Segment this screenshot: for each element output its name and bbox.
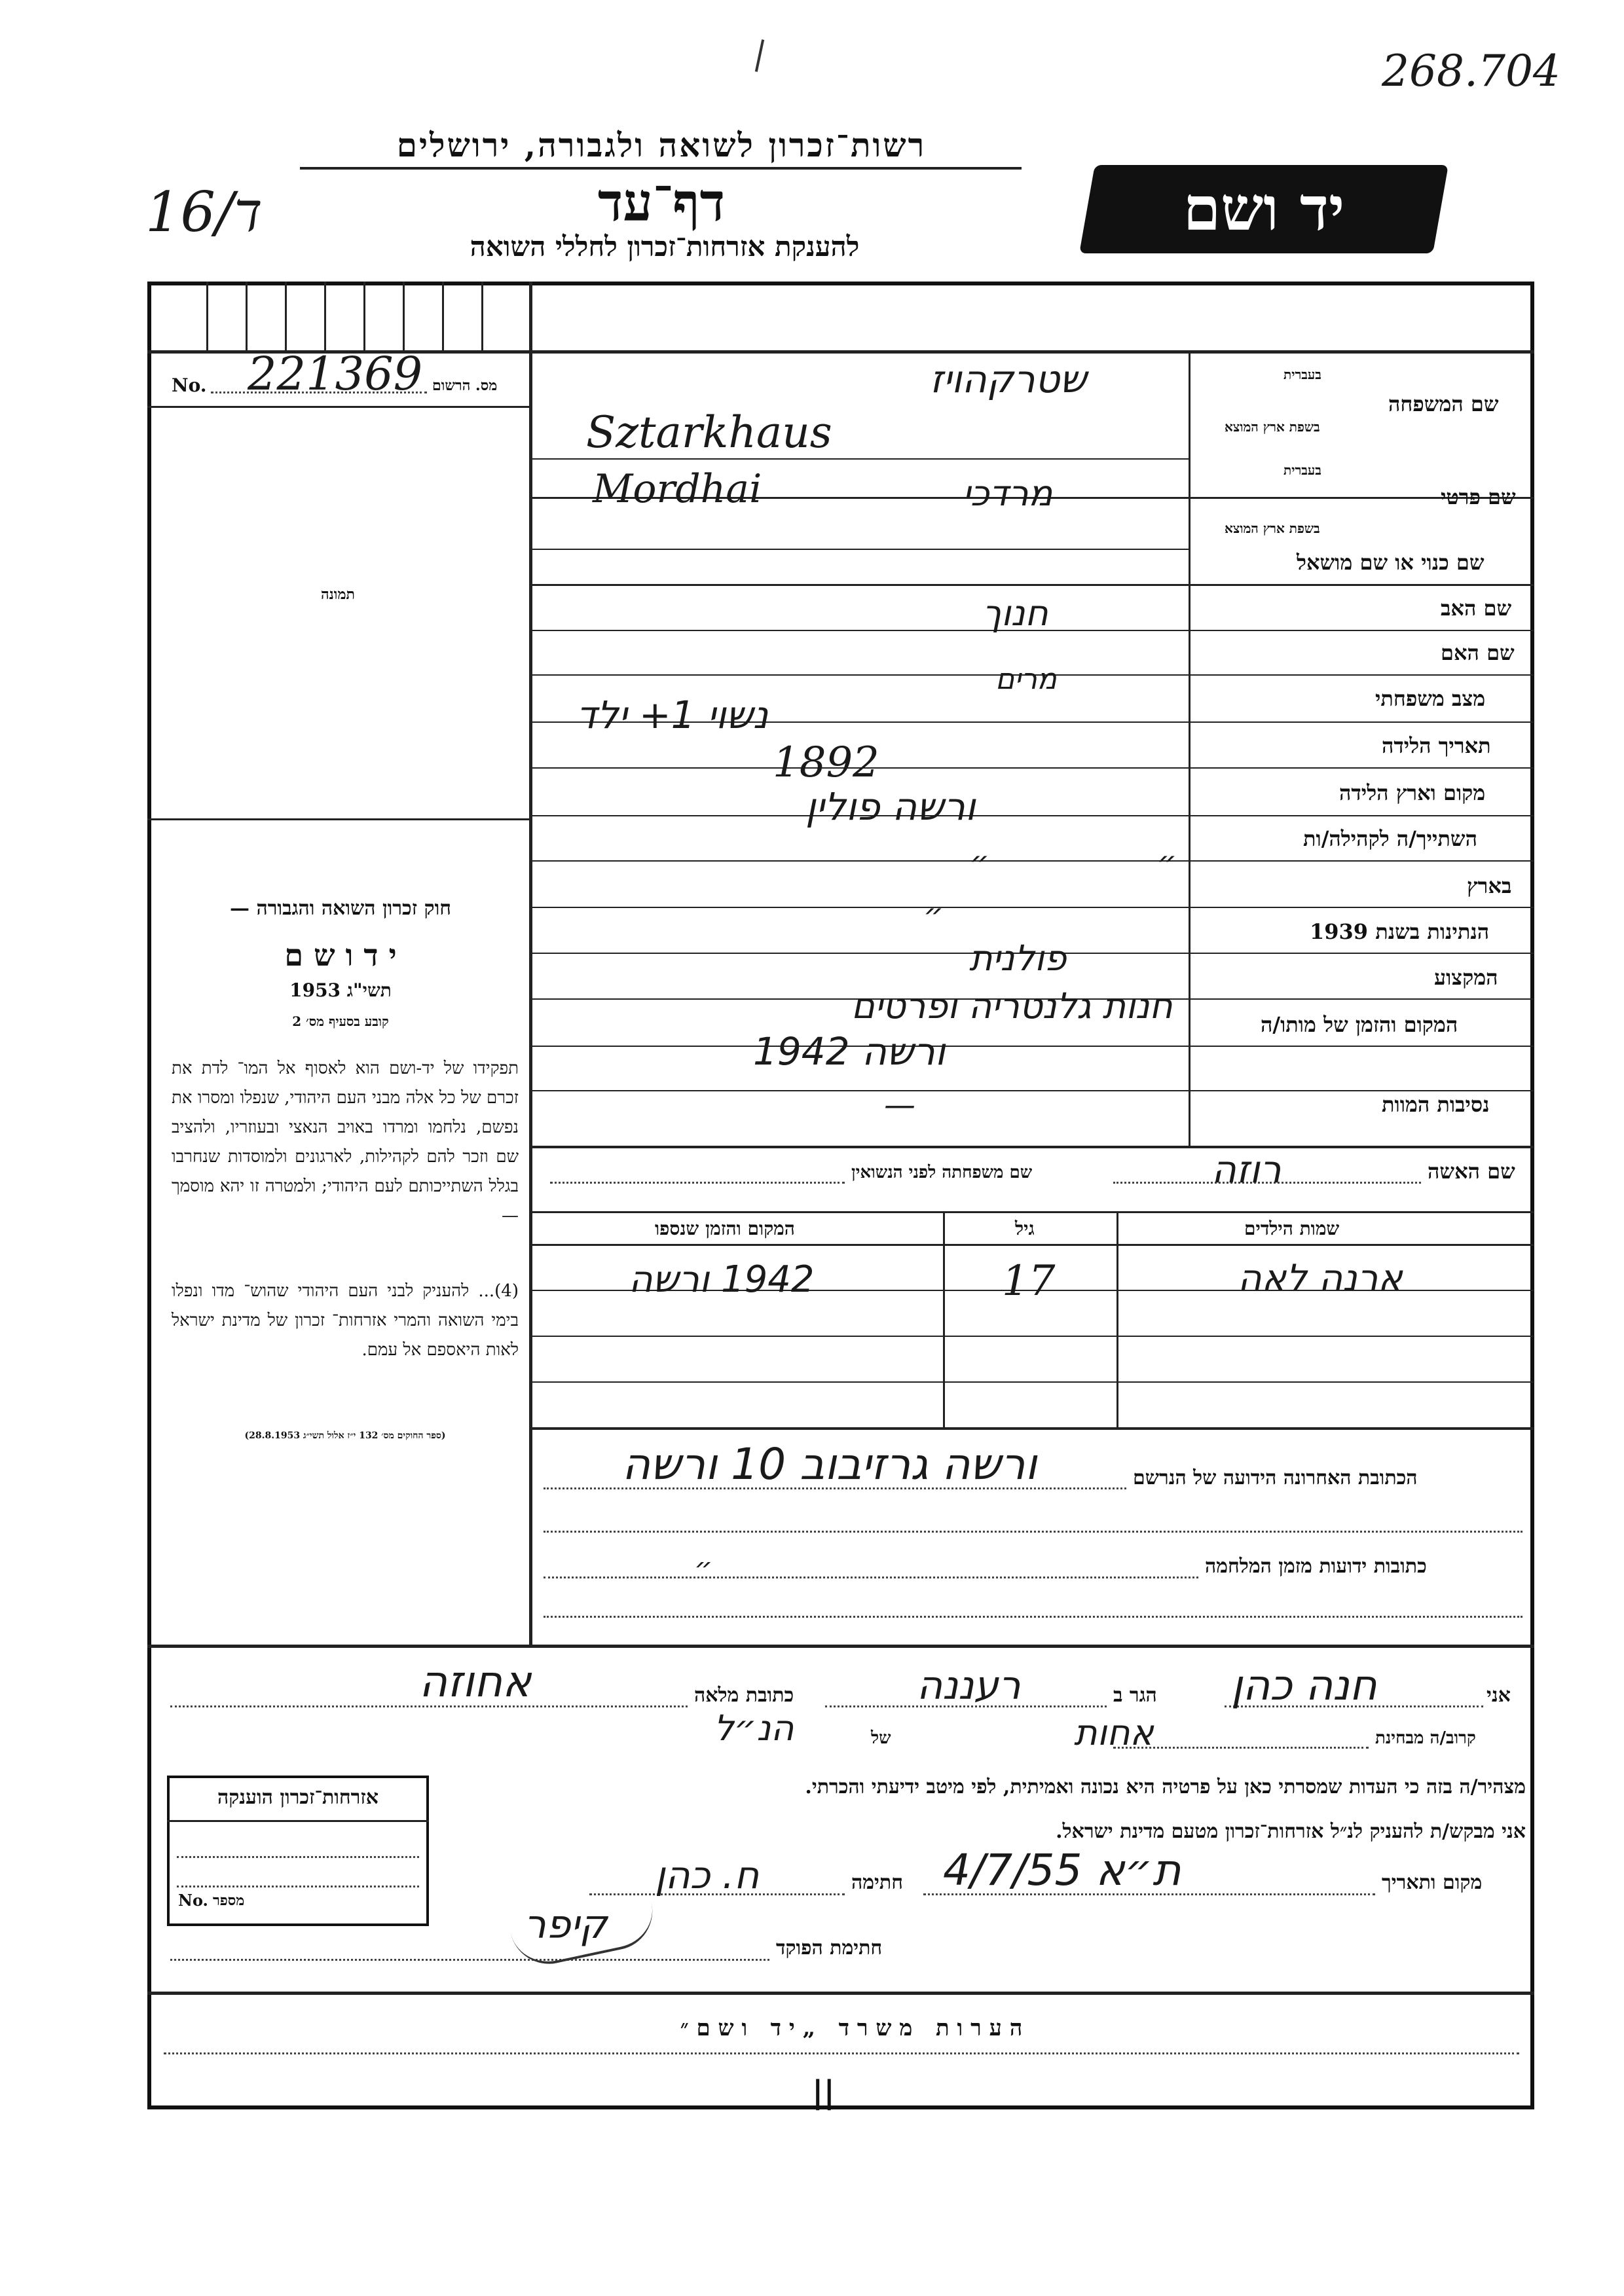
- children-col-age: גיל: [1015, 1218, 1035, 1239]
- nickname-label: שם כנוי או שם מושאל: [1297, 550, 1485, 575]
- registration-no-label: No.: [172, 374, 207, 396]
- death-circumstances-value: —: [884, 1087, 915, 1123]
- wartime-address-label: כתובות ידועות מזמן המלחמה: [1205, 1555, 1427, 1578]
- of-value: הנ״ל: [714, 1707, 794, 1749]
- death-place-label: המקום והזמן של מותו/ה: [1261, 1012, 1458, 1037]
- birth-place-value: ורשה פולין: [805, 784, 976, 829]
- registration-label: מס. הרשום: [432, 377, 498, 394]
- country-label: בארץ: [1467, 873, 1512, 898]
- first-name-label: שם פרטי: [1441, 484, 1516, 509]
- registration-number: 221369: [248, 347, 423, 401]
- family-name-hebrew-sub: בעברית: [1283, 367, 1321, 382]
- first-name-hebrew-value: מרדכי: [963, 473, 1053, 514]
- family-name-label: שם המשפחה: [1388, 392, 1499, 416]
- child-1-age: 17: [1002, 1257, 1056, 1305]
- logo-text: יד ושם: [1183, 173, 1345, 244]
- signature-value: ח. כהן: [655, 1853, 760, 1897]
- law-name: י ד ו ש ם: [284, 938, 397, 973]
- top-tick-mark: [755, 39, 764, 72]
- family-name-latin-value: Sztarkhaus: [586, 407, 832, 458]
- spouse-value: רוזה: [1211, 1147, 1282, 1192]
- certificate-title: אזרחות־זכרון הוענקה: [217, 1786, 379, 1809]
- certificate-number-label: מספר: [213, 1892, 245, 1909]
- country-value: ״: [923, 897, 944, 934]
- law-source: (ספר החוקים מס׳ 132 י״ז אלול תשי״ג 28.8.1953): [244, 1430, 446, 1441]
- death-place-value: ורשה 1942: [753, 1029, 946, 1074]
- statement-1: מצהיר/ה בזה כי העדות שמסרתי כאן על פרטיה היא נכונה ואמיתית, לפי מיטב ידיעתי והכרתי.: [805, 1776, 1526, 1798]
- death-circumstances-label: נסיבות המוות: [1382, 1092, 1490, 1117]
- declarant-label: אני: [1486, 1684, 1511, 1707]
- citizenship-label: הנתינות בשנת 1939: [1310, 919, 1490, 944]
- footer-mark: ||: [812, 2074, 835, 2111]
- family-name-hebrew-value: שטרקהויז: [930, 357, 1087, 401]
- remarks-dotted-line: [164, 2052, 1519, 2054]
- community-label: השתייך/ה לקהילה/ות: [1303, 826, 1477, 851]
- profession-value: חנות גלנטריה ופרטים: [851, 985, 1173, 1027]
- children-col-names: שמות הילדים: [1244, 1218, 1340, 1239]
- law-clause: קובע בסעיף מס׳ 2: [292, 1013, 389, 1029]
- wartime-address-value: ״: [694, 1552, 713, 1585]
- office-remarks-title: ה ע ר ו ת מ ש ר ד „ י ד ו ש ם ״: [680, 2015, 1023, 2041]
- child-1-name: ארנה לאה: [1238, 1257, 1403, 1300]
- of-label: של: [871, 1728, 891, 1748]
- form-subtitle: להענקת אזרחות־זכרון לחללי השואה: [470, 230, 860, 263]
- father-name-value: חנוך: [982, 592, 1048, 634]
- left-column-divider: [529, 282, 532, 1647]
- birth-date-label: תאריך הלידה: [1382, 733, 1491, 758]
- margin-mark: ד/16: [145, 180, 263, 244]
- father-name-label: שם האב: [1441, 596, 1512, 621]
- full-address-label: כתובת מלאה: [694, 1684, 794, 1707]
- authority-title: רשות־זכרון לשואה ולגבורה, ירושלים: [396, 126, 927, 164]
- citizenship-value: פולנית: [969, 938, 1067, 979]
- law-title: חוק זכרון השואה והגבורה —: [230, 897, 451, 920]
- signature-label: חתימה: [851, 1871, 903, 1894]
- last-address-label: הכתובת האחרונה הידועה של הנרשם: [1133, 1467, 1418, 1489]
- marital-status-value: נשוי 1+ ילד: [576, 693, 769, 737]
- community-value: ״ ״: [969, 845, 1256, 881]
- family-name-origin-sub: בשפת ארץ המוצא: [1225, 419, 1320, 435]
- mother-name-value: מרים: [995, 663, 1057, 696]
- declarant-value: חנה כהן: [1231, 1662, 1377, 1710]
- place-date-value: ת״א 4/7/55: [943, 1845, 1181, 1895]
- law-text-1: תפקידו של יד-ושם הוא לאסוף אל המו־ לדת את זכרם של כל אלה מבני העם היהודי, שנפלו ומסרו את נפשם, נלחמו ומרדו באויב הנאצי ובעוזריו, ולהציב שם וזכר להם לקהילות, לארגונים ולמוסדות שנחרבו בגלל השתייכותם לעם היהודי; ולמטרה זו יהא מוסמך —: [172, 1059, 519, 1226]
- mother-name-label: שם האם: [1441, 640, 1515, 665]
- law-text-2: (4)... להעניק לבני העם היהודי שהוש־ מדו ונפלו בימי השואה והמרי אזרחות־ זכרון של מדינת ישראל לאות היאספם אל עמם.: [172, 1281, 519, 1360]
- spouse-label: שם האשה: [1428, 1159, 1515, 1184]
- certificate-no-label: No.: [178, 1891, 208, 1910]
- birth-place-label: מקום וארץ הלידה: [1339, 780, 1486, 805]
- child-1-place: 1942 ורשה: [629, 1258, 815, 1301]
- officer-signature-value: קיפר: [524, 1902, 608, 1948]
- full-address-value: אחוזה: [419, 1656, 532, 1707]
- resides-label: הגר ב: [1113, 1684, 1157, 1707]
- relation-value: אחות: [1074, 1712, 1154, 1753]
- first-name-origin-sub: בשפת ארץ המוצא: [1225, 520, 1320, 536]
- authority-underline: [300, 167, 1022, 170]
- corner-number: 268.704: [1382, 46, 1560, 96]
- last-address-value: ורשה גרזיבוב 10 ורשה: [622, 1439, 1037, 1489]
- law-year: תשי"ג 1953: [289, 979, 392, 1001]
- officer-signature-label: חתימת הפוקד: [776, 1937, 883, 1959]
- children-col-place: המקום והזמן שנספו: [655, 1218, 795, 1239]
- form-title: דף־עד: [597, 172, 726, 233]
- birth-date-value: 1892: [773, 738, 879, 787]
- statement-2: אני מבקש/ת להעניק לנ״ל אזרחות־זכרון מטעם מדינת ישראל.: [1056, 1820, 1526, 1843]
- spouse-maiden-label: שם משפחתה לפני הנשואין: [851, 1163, 1033, 1182]
- profession-label: המקצוע: [1434, 965, 1498, 990]
- yad-vashem-logo: [1079, 165, 1449, 253]
- first-name-latin-value: Mordhai: [593, 466, 762, 512]
- marital-status-label: מצב משפחתי: [1375, 686, 1486, 711]
- resides-value: רעננה: [917, 1663, 1021, 1709]
- place-date-label: מקום ותאריך: [1382, 1871, 1483, 1894]
- label-column-divider: [1189, 350, 1190, 1146]
- relation-label: קרוב/ה מבחינת: [1375, 1728, 1476, 1748]
- first-name-hebrew-sub: בעברית: [1283, 462, 1321, 478]
- photo-label: תמונה: [321, 586, 355, 603]
